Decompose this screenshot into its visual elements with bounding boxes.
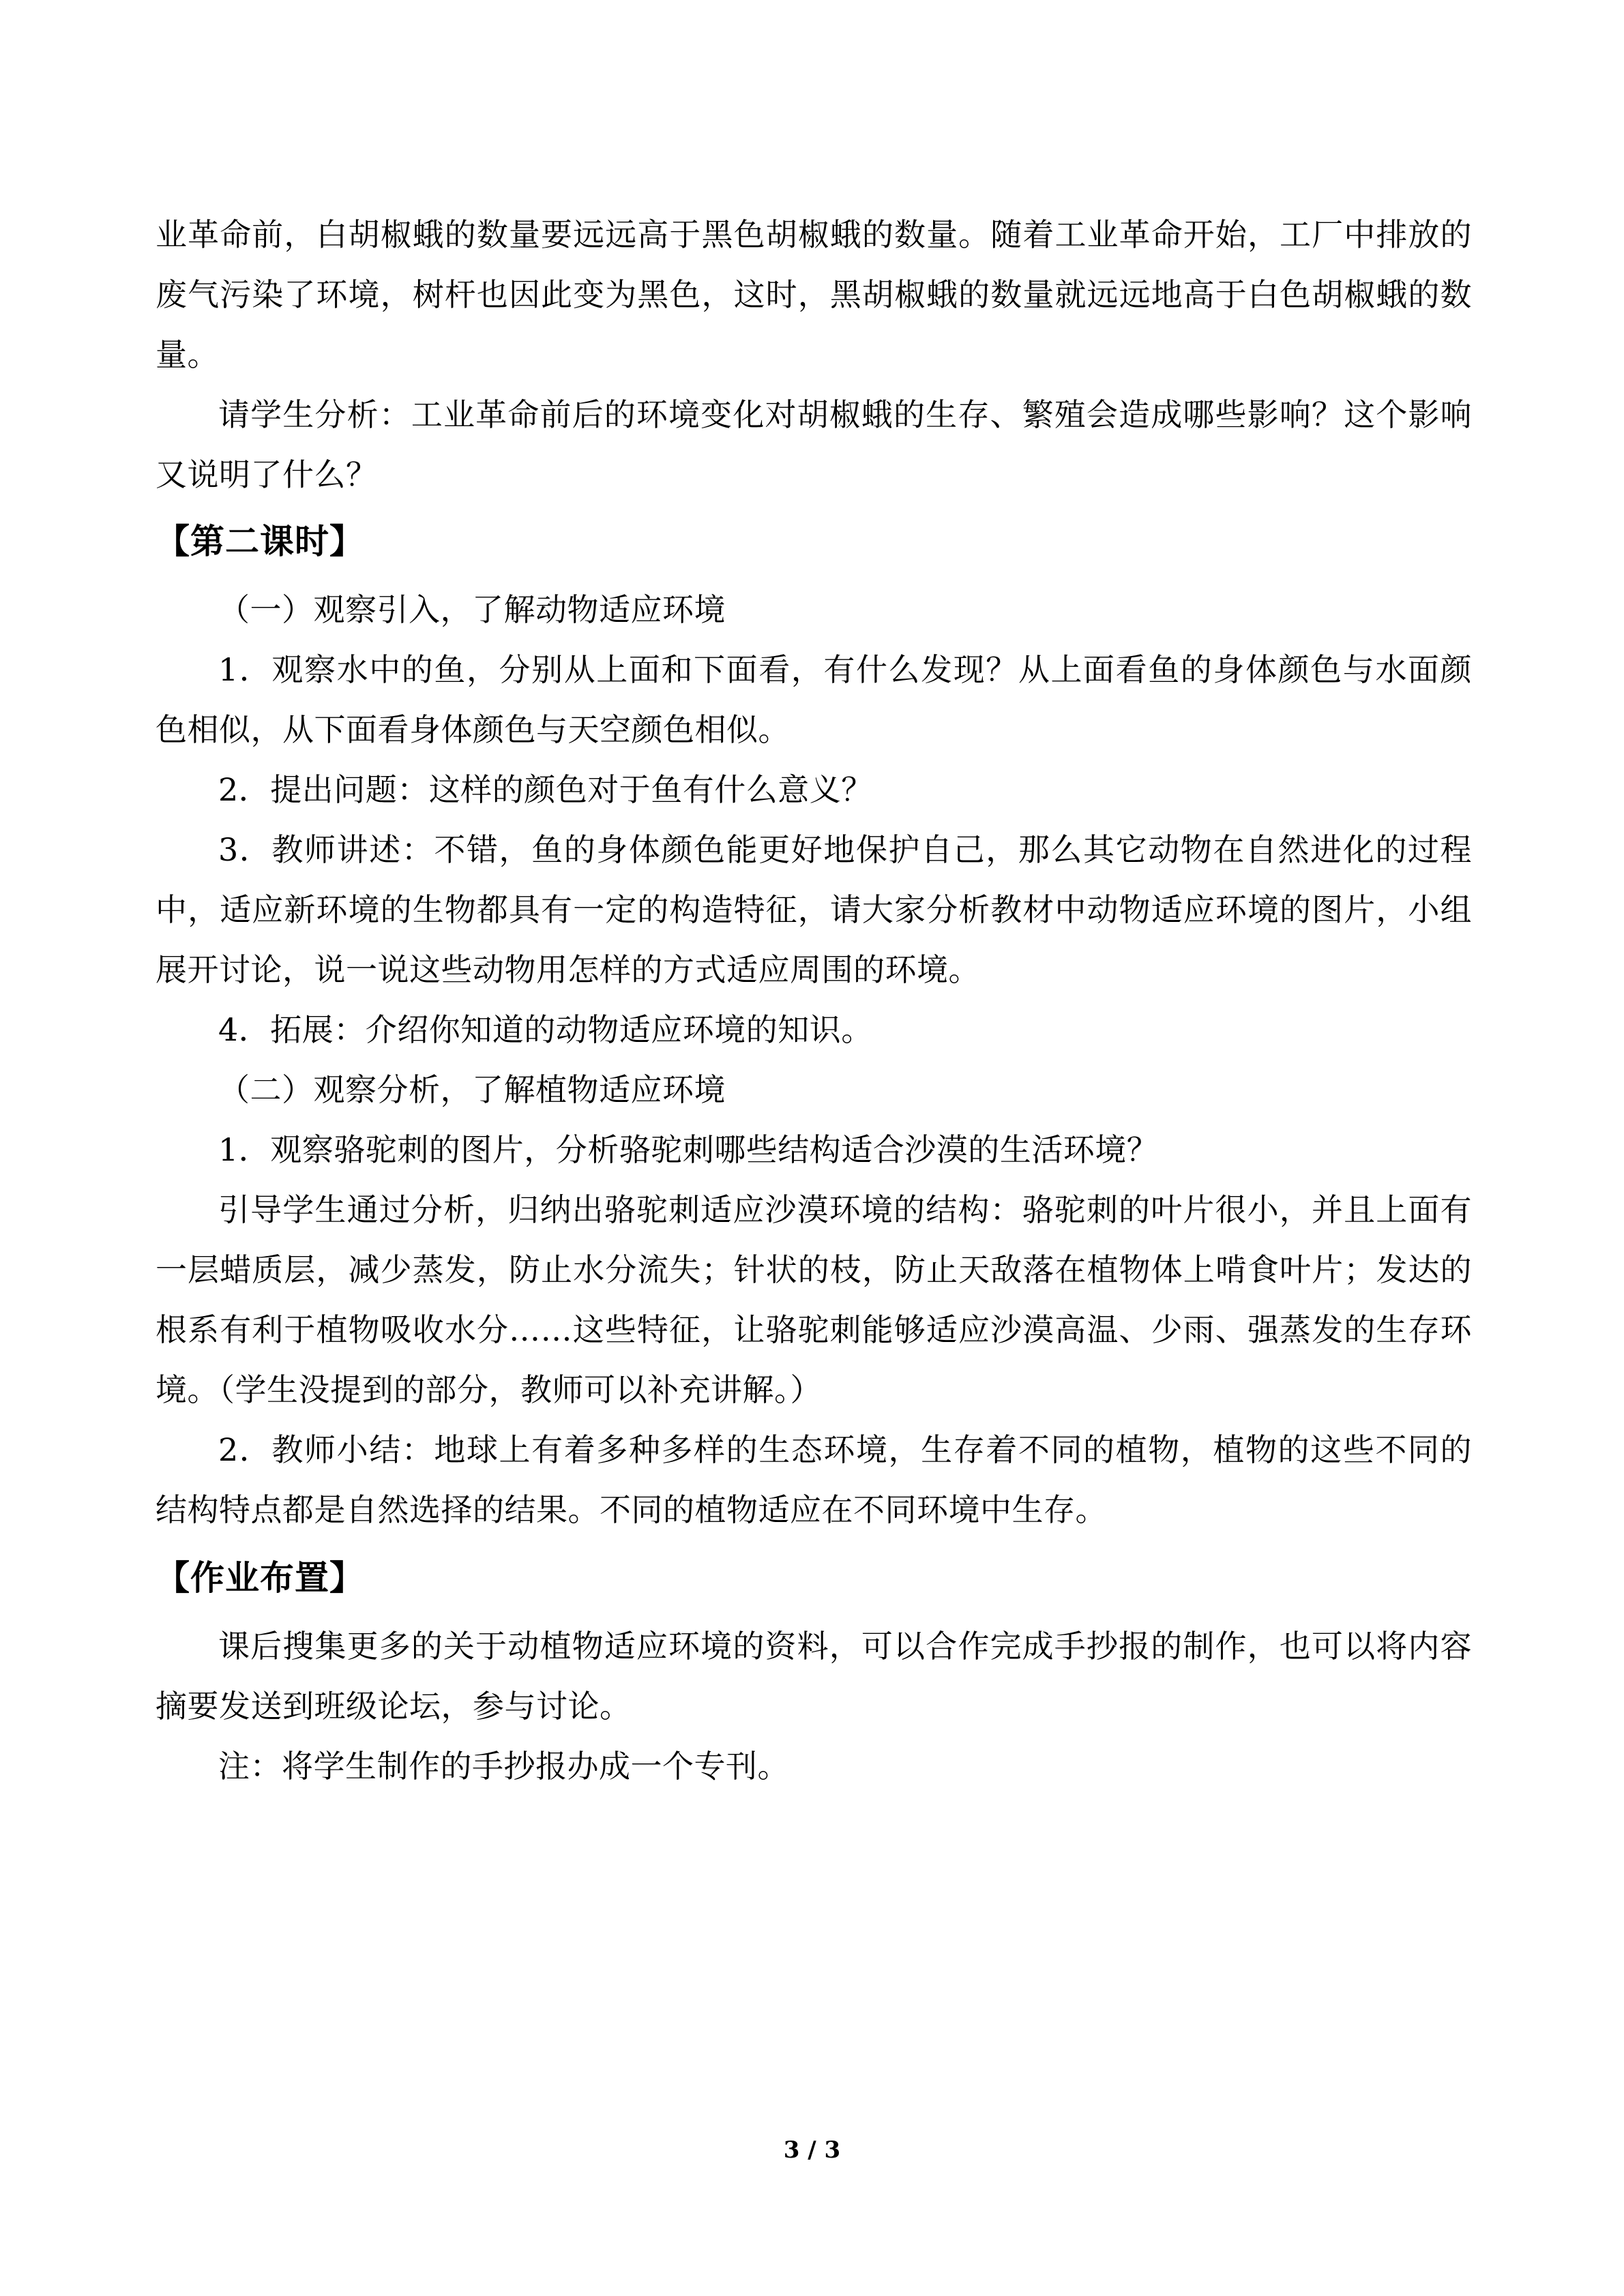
paragraph-intro-continuation: 业革命前，白胡椒蛾的数量要远远高于黑色胡椒蛾的数量。随着工业革命开始，工厂中排放的废气污染了环境，树杆也因此变为黑色，这时，黑胡椒蛾的数量就远远地高于白色胡椒蛾的数量。: [156, 216, 1472, 373]
paragraph-teacher-explanation: 3．教师讲述：不错，鱼的身体颜色能更好地保护自己，那么其它动物在自然进化的过程中，适应新环境的生物都具有一定的构造特征，请大家分析教材中动物适应环境的图片，小组展开讨论，说一说这些动物用怎样的方式适应周围的环境。: [156, 831, 1472, 988]
section-heading-second-lesson: 【第二课时】: [156, 522, 364, 561]
paragraph-homework-task: 课后搜集更多的关于动植物适应环境的资料，可以合作完成手抄报的制作，也可以将内容摘要发送到班级论坛，参与讨论。: [156, 1628, 1472, 1725]
section-heading-homework: 【作业布置】: [156, 1558, 364, 1598]
page-number: 3 / 3: [783, 2136, 841, 2164]
paragraph-ask-question: 2．提出问题：这样的颜色对于鱼有什么意义？: [218, 771, 873, 808]
paragraph-observe-camelthorn: 1．观察骆驼刺的图片，分析骆驼刺哪些结构适合沙漠的生活环境？: [218, 1131, 1159, 1168]
paragraph-teacher-summary: 2．教师小结：地球上有着多种多样的生态环境，生存着不同的植物，植物的这些不同的结构特点都是自然选择的结果。不同的植物适应在不同环境中生存。: [156, 1431, 1472, 1528]
paragraph-guide-students: 引导学生通过分析，归纳出骆驼刺适应沙漠环境的结构：骆驼刺的叶片很小，并且上面有一层蜡质层，减少蒸发，防止水分流失；针状的枝，防止天敌落在植物体上啃食叶片；发达的根系有利于植物吸收水分……这些特征，让骆驼刺能够适应沙漠高温、少雨、强蒸发的生存环境。（学生没提到的部分，教师可以补充讲解。）: [156, 1191, 1472, 1408]
paragraph-extension: 4．拓展：介绍你知道的动物适应环境的知识。: [218, 1011, 873, 1048]
paragraph-analysis-prompt: 请学生分析：工业革命前后的环境变化对胡椒蛾的生存、繁殖会造成哪些影响？这个影响又说明了什么？: [156, 396, 1472, 493]
subheading-plant-adaptation: （二）观察分析，了解植物适应环境: [218, 1071, 726, 1108]
paragraph-homework-note: 注：将学生制作的手抄报办成一个专刊。: [218, 1748, 789, 1785]
document-body: [156, 205, 1472, 1796]
subheading-animal-adaptation: （一）观察引入，了解动物适应环境: [218, 591, 726, 628]
paragraph-observe-fish: 1．观察水中的鱼，分别从上面和下面看，有什么发现？从上面看鱼的身体颜色与水面颜色相似，从下面看身体颜色与天空颜色相似。: [156, 651, 1472, 748]
